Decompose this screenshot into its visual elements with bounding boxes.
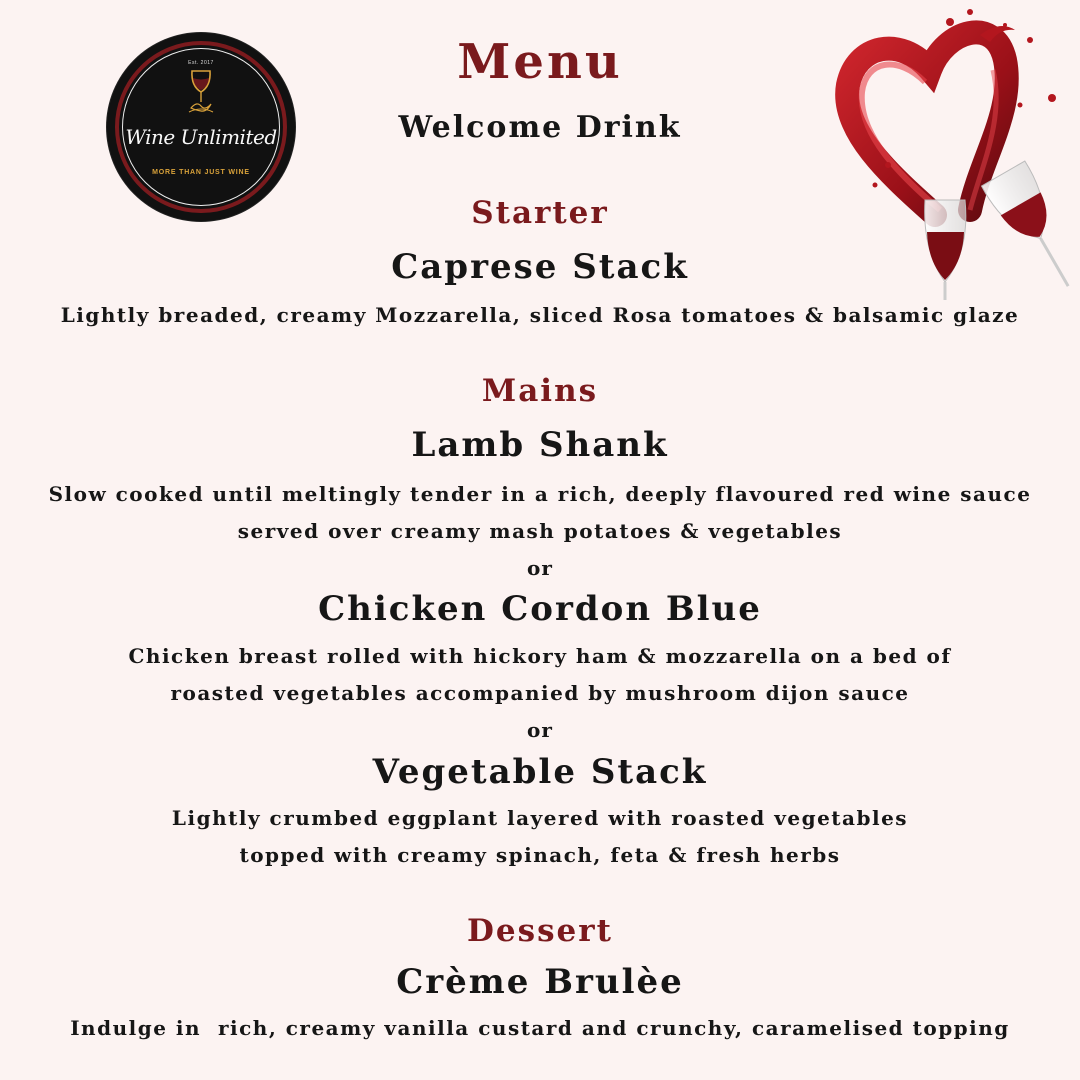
section-title-starter: Starter [471,195,609,231]
dish-desc-line: Chicken breast rolled with hickory ham & mozzarella on a bed of [128,644,952,668]
dish-desc-line: Lightly crumbed eggplant layered with roasted vegetables [171,806,909,830]
dish-name-lamb-shank: Lamb Shank [411,425,669,465]
dish-desc-line: roasted vegetables accompanied by mushroom dijon sauce [170,681,910,705]
dish-name-chicken-cordon-blue: Chicken Cordon Blue [318,589,762,629]
dish-name-creme-brulee: Crème Brulèe [396,962,684,1002]
welcome-drink: Welcome Drink [398,110,682,145]
section-title-dessert: Dessert [467,913,613,949]
dish-name-vegetable-stack: Vegetable Stack [372,752,708,792]
or-separator: or [527,556,553,580]
logo-est-text: Est. 2017 [188,60,214,66]
dish-desc-line: topped with creamy spinach, feta & fresh herbs [239,843,841,867]
menu-title: Menu [457,34,623,90]
dish-desc-line: served over creamy mash potatoes & vegetables [237,519,843,543]
dish-desc-line: Slow cooked until meltingly tender in a rich, deeply flavoured red wine sauce [48,482,1032,506]
section-title-mains: Mains [481,373,599,409]
logo-name: Wine Unlimited [125,125,277,149]
dish-desc-starter: Lightly breaded, creamy Mozzarella, sliced Rosa tomatoes & balsamic glaze [60,303,1020,327]
dish-name-starter: Caprese Stack [391,247,689,287]
logo-tagline: MORE THAN JUST WINE [152,169,250,176]
dish-desc-dessert: Indulge in rich, creamy vanilla custard and crunchy, caramelised topping [70,1016,1010,1040]
or-separator: or [527,718,553,742]
